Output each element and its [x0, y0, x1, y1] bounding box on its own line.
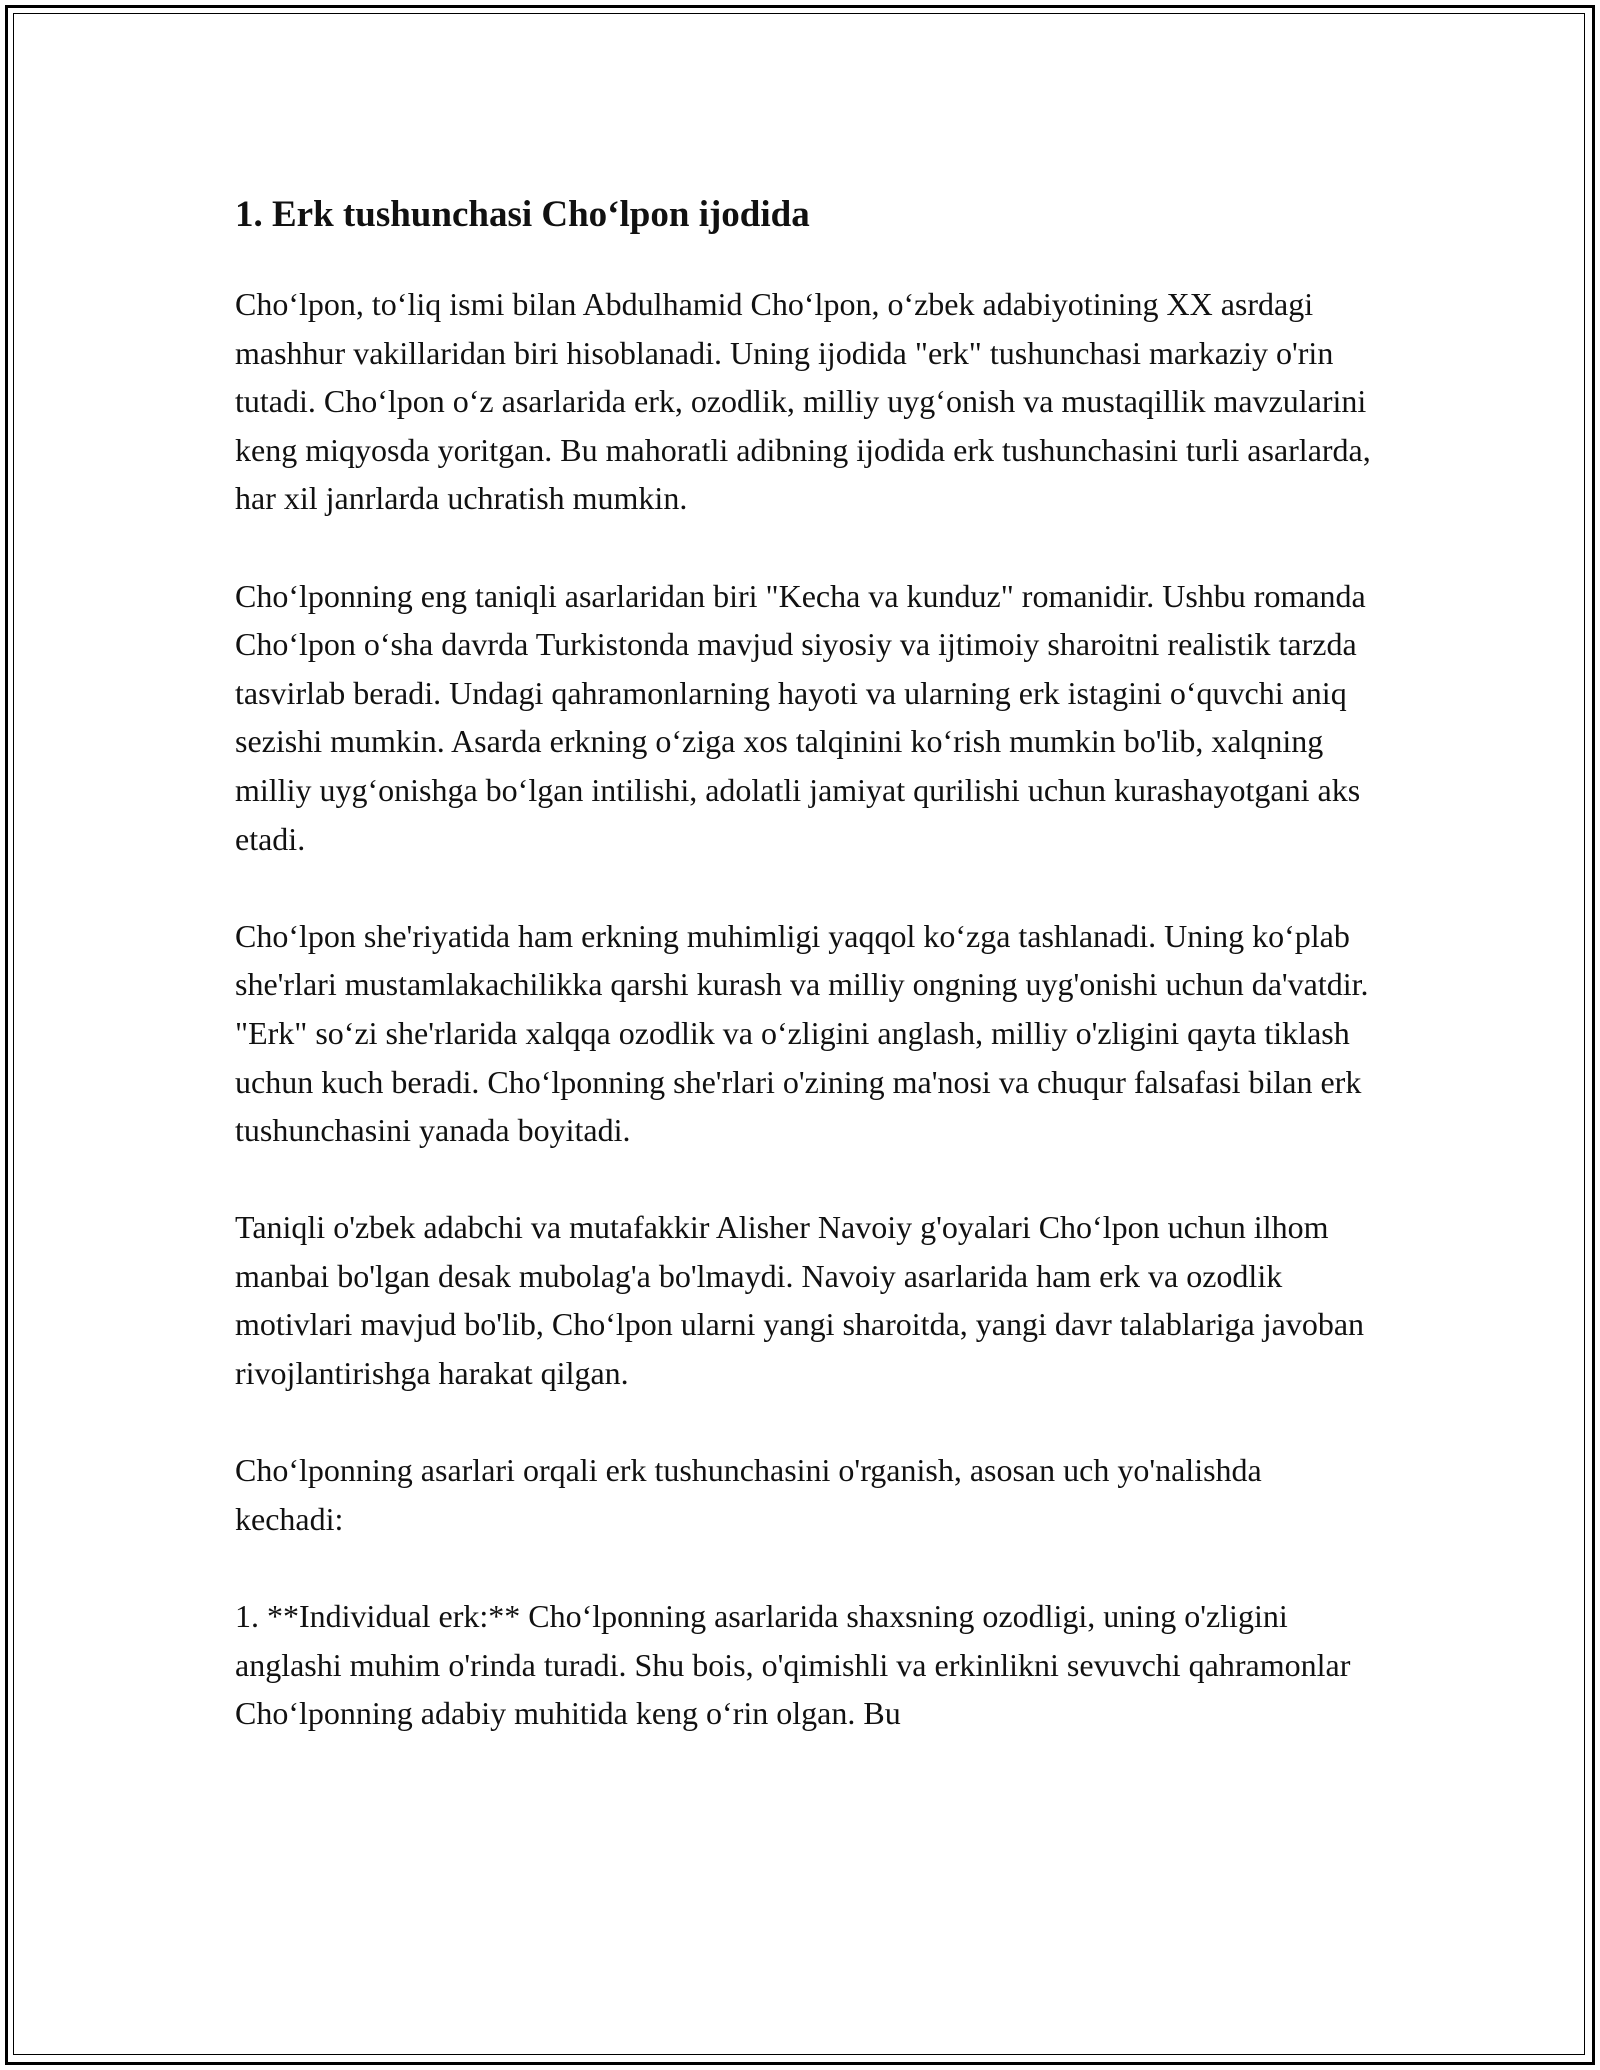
paragraph-kecha-va-kunduz: Cho‘lponning eng taniqli asarlaridan biri "Kecha va kunduz" romanidir. Ushbu romanda Cho‘lpon o‘sha davrda Turkistonda mavjud siyosiy va ijtimoiy sharoitni realistik tarzda tasvirlab beradi. Undagi qahramonlarning hayoti va ularning erk istagini o‘quvchi aniq sezishi mumkin. Asarda erkning o‘ziga xos talqinini ko‘rish mumkin bo'lib, xalqning milliy uyg‘onishga bo‘lgan intilishi, adolatli jamiyat qurilishi uchun kurashayotgani aks etadi.	[235, 577, 1366, 857]
paragraph-directions: Cho‘lponning asarlari orqali erk tushunchasini o'rganish, asosan uch yo'nalishda kechadi:	[235, 1452, 1262, 1537]
paragraph-intro: Cho‘lpon, to‘liq ismi bilan Abdulhamid Cho‘lpon, o‘zbek adabiyotining XX asrdagi mashhur vakillaridan biri hisoblanadi. Uning ijodida "erk" tushunchasi markaziy o'rin tutadi. Cho‘lpon o‘z asarlarida erk, ozodlik, milliy uyg‘onish va mustaqillik mavzularini keng miqyosda yoritgan. Bu mahoratli adibning ijodida erk tushunchasini turli asarlarda, har xil janrlarda uchratish mumkin.	[235, 286, 1371, 517]
paragraph-individual-erk: 1. **Individual erk:** Cho‘lponning asarlarida shaxsning ozodligi, uning o'zligini anglashi muhim o'rinda turadi. Shu bois, o'qimishli va erkinlikni sevuvchi qahramonlar Cho‘lponning adabiy muhitida keng o‘rin olgan. Bu	[235, 1598, 1351, 1732]
document-body	[235, 182, 1375, 1786]
paragraph-navoiy: Taniqli o'zbek adabchi va mutafakkir Alisher Navoiy g'oyalari Cho‘lpon uchun ilhom manbai bo'lgan desak mubolag'a bo'lmaydi. Navoiy asarlarida ham erk va ozodlik motivlari mavjud bo'lib, Cho‘lpon ularni yangi sharoitda, yangi davr talablariga javoban rivojlantirishga harakat qilgan.	[235, 1209, 1365, 1392]
section-heading: 1. Erk tushunchasi Cho‘lpon ijodida	[235, 194, 810, 235]
paragraph-sheriyat: Cho‘lpon she'riyatida ham erkning muhimligi yaqqol ko‘zga tashlanadi. Uning ko‘plab she'rlari mustamlakachilikka qarshi kurash va milliy ongning uyg'onishi uchun da'vatdir. "Erk" so‘zi she'rlarida xalqqa ozodlik va o‘zligini anglash, milliy o'zligini qayta tiklash uchun kuch beradi. Cho‘lponning she'rlari o'zining ma'nosi va chuqur falsafasi bilan erk tushunchasini yanada boyitadi.	[235, 917, 1369, 1149]
